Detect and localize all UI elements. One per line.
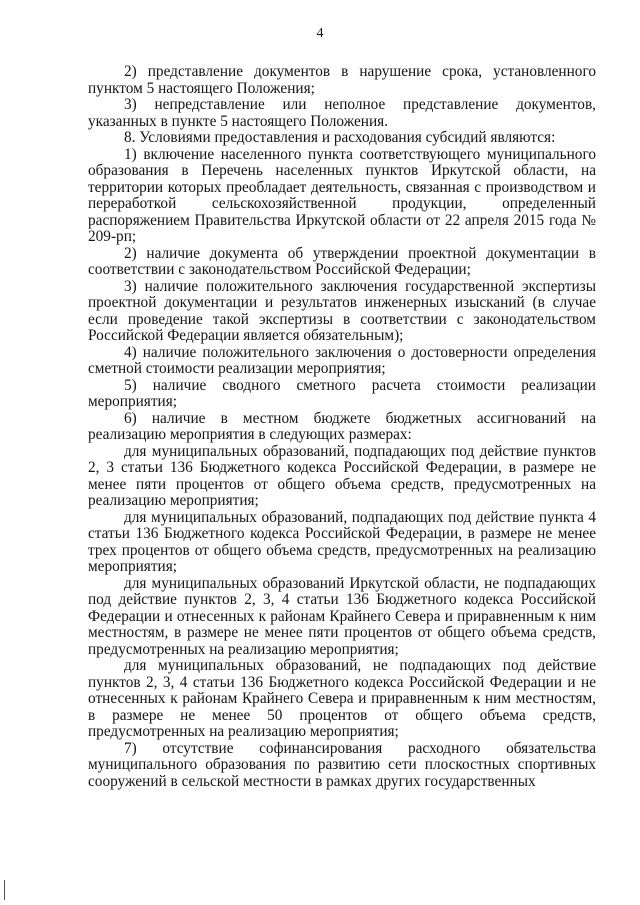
paragraph-condition-2-project-documentation: 2) наличие документа об утверждении проектной документации в соответствии с законодательством Российской Федерации;: [88, 244, 596, 278]
page-number: 4: [316, 26, 324, 41]
paragraph-budget-size-far-north: для муниципальных образований Иркутской области, не подпадающих под действие пунктов 2, 3, 4 статьи 136 Бюджетного кодекса Российской Федерации и отнесенных к районам Крайнего Севера и приравненным к ним местностям, в размере не менее пяти процентов от общего объема средств, предусмотренных на реализацию мероприятия;: [88, 574, 596, 658]
paragraph-condition-6-budget-allocations: 6) наличие в местном бюджете бюджетных ассигнований на реализацию мероприятия в следующих размерах:: [88, 409, 596, 443]
paragraph-budget-size-three-percent: для муниципальных образований, подпадающих под действие пункта 4 статьи 136 Бюджетного кодекса Российской Федерации, в размере не менее трех процентов от общего объема средств, предусмотренных на реализацию мероприятия;: [88, 508, 596, 575]
paragraph-section-8-heading: 8. Условиями предоставления и расходования субсидий являются:: [124, 129, 556, 146]
paragraph-condition-5-estimate: 5) наличие сводного сметного расчета стоимости реализации мероприятия;: [88, 376, 596, 410]
paragraph-condition-4-cost-reliability: 4) наличие положительного заключения о достоверности определения сметной стоимости реализации мероприятия;: [88, 343, 596, 377]
paragraph-budget-size-fifty-percent: для муниципальных образований, не подпадающих под действие пунктов 2, 3, 4 статьи 136 Бюджетного кодекса Российской Федерации и не отнесенных к районам Крайнего Севера и приравненным к ним местностям, в размере не менее 50 процентов от общего объема средств, предусмотренных на реализацию мероприятия;: [88, 657, 596, 740]
paragraph-condition-1-settlement-list: 1) включение населенного пункта соответствующего муниципального образования в Перечень населенных пунктов Иркутской области, на территории которых преобладает деятельность, связанная с производством и переработкой сельскохозяйственной продукции, определенный распоряжением Правительства Иркутской области от 22 апреля 2015 года № 209-рп;: [88, 145, 596, 245]
scan-edge-mark: [4, 880, 5, 900]
paragraph-item-2-late-submission: 2) представление документов в нарушение срока, установленного пунктом 5 настоящего Положения;: [88, 63, 596, 97]
paragraph-condition-7-no-cofinancing: 7) отсутствие софинансирования расходного обязательства муниципального образования по развитию сети плоскостных спортивных сооружений в сельской местности в рамках других государственных: [88, 739, 596, 790]
paragraph-budget-size-five-percent: для муниципальных образований, подпадающих под действие пунктов 2, 3 статьи 136 Бюджетного кодекса Российской Федерации, в размере не менее пяти процентов от общего объема средств, предусмотренных на реализацию мероприятия;: [88, 442, 596, 509]
paragraph-condition-3-state-expertise: 3) наличие положительного заключения государственной экспертизы проектной документации и результатов инженерных изысканий (в случае если проведение такой экспертизы в соответствии с законодательством Российской Федерации является обязательным);: [88, 277, 596, 344]
document-body: [88, 64, 596, 790]
paragraph-item-3-incomplete-documents: 3) непредставление или неполное представление документов, указанных в пункте 5 настоящего Положения.: [88, 96, 596, 130]
